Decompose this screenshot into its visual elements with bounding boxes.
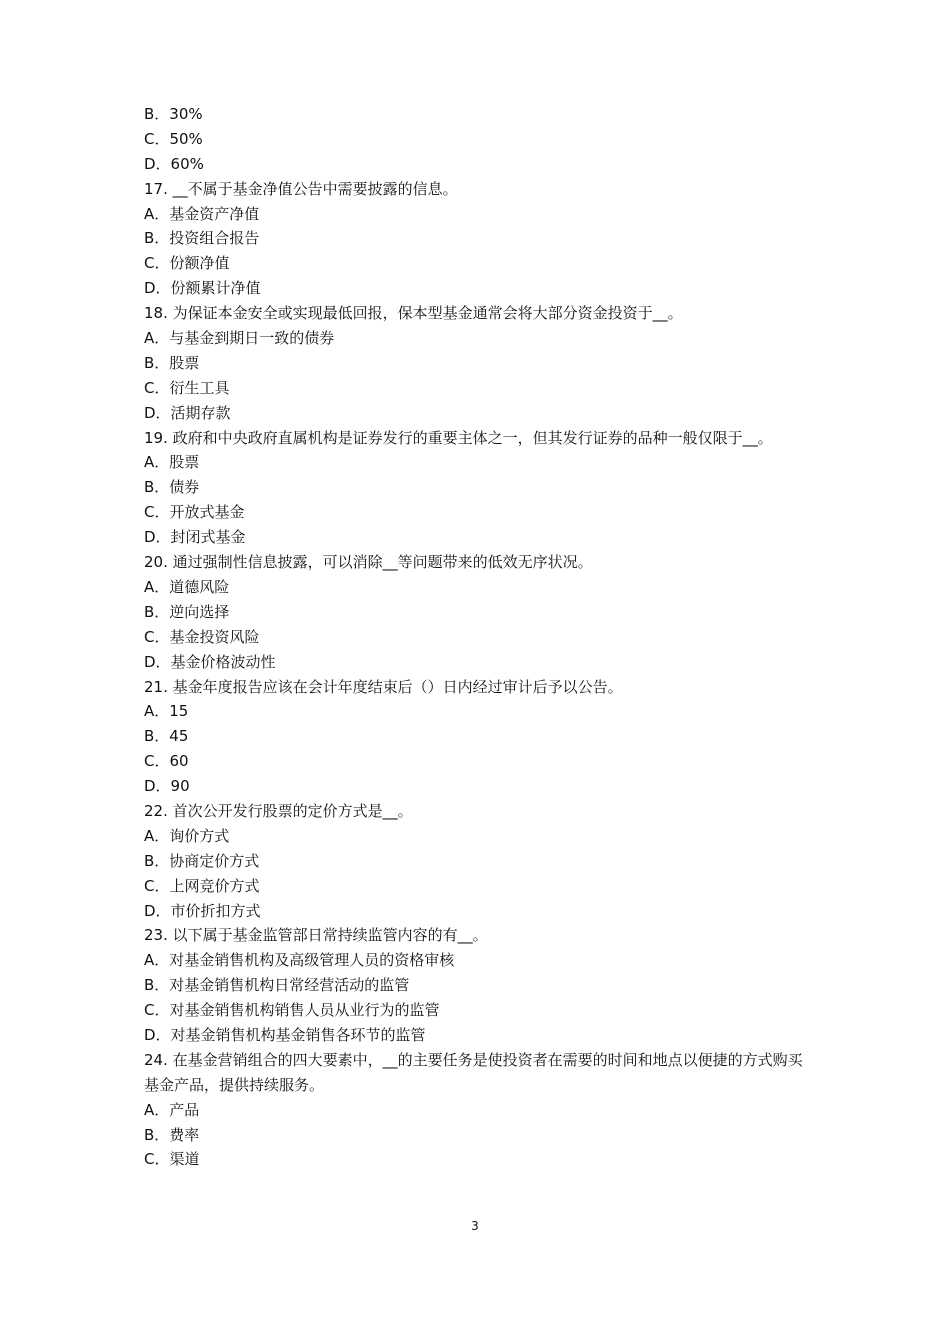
answer-option: D．基金价格波动性 [144,652,276,671]
page-number: 3 [471,1219,479,1233]
answer-option: B．对基金销售机构日常经营活动的监管 [144,976,410,995]
answer-option: B．债券 [144,478,200,497]
answer-option: C．份额净值 [144,254,230,273]
question-text: 21. 基金年度报告应该在会计年度结束后（）日内经过审计后予以公告。 [144,677,623,696]
answer-option: C．60 [144,752,189,771]
answer-option: C．上网竞价方式 [144,876,260,895]
answer-option: A．道德风险 [144,577,230,596]
answer-option: D．对基金销售机构基金销售各环节的监管 [144,1025,426,1044]
answer-option: C．对基金销售机构销售人员从业行为的监管 [144,1001,440,1020]
page-content [144,102,814,1172]
answer-option: D．60% [144,154,204,173]
answer-option: A．询价方式 [144,826,230,845]
question-text: 22. 首次公开发行股票的定价方式是__。 [144,801,413,820]
answer-option: C．衍生工具 [144,378,230,397]
answer-option: A．产品 [144,1100,200,1119]
answer-option: C．50% [144,129,203,148]
question-text: 19. 政府和中央政府直属机构是证券发行的重要主体之一，但其发行证券的品种一般仅限于__。 [144,428,773,447]
answer-option: B．协商定价方式 [144,851,260,870]
answer-option: A．基金资产净值 [144,204,260,223]
answer-option: C．开放式基金 [144,503,245,522]
answer-option: B．费率 [144,1125,200,1144]
answer-option: A．股票 [144,453,200,472]
answer-option: D．90 [144,777,190,796]
answer-option: B．逆向选择 [144,602,230,621]
question-text: 23. 以下属于基金监管部日常持续监管内容的有__。 [144,926,488,945]
question-text: 17. __不属于基金净值公告中需要披露的信息。 [144,179,458,198]
answer-option: D．市价折扣方式 [144,901,261,920]
answer-option: A．对基金销售机构及高级管理人员的资格审核 [144,951,455,970]
question-text: 18. 为保证本金安全或实现最低回报，保本型基金通常会将大部分资金投资于__。 [144,304,683,323]
answer-option: D．活期存款 [144,403,231,422]
answer-option: B．投资组合报告 [144,229,260,248]
answer-option: A．与基金到期日一致的债券 [144,329,335,348]
answer-option: B．30% [144,105,203,123]
answer-option: A．15 [144,702,189,721]
answer-option: C．基金投资风险 [144,627,260,646]
question-text: 24. 在基金营销组合的四大要素中，__的主要任务是使投资者在需要的时间和地点以便捷的方式购买基金产品，提供持续服务。 [144,1050,803,1094]
answer-option: D．封闭式基金 [144,528,246,547]
answer-option: C．渠道 [144,1150,200,1169]
answer-option: D．份额累计净值 [144,279,261,298]
answer-option: B．45 [144,727,189,746]
question-text: 20. 通过强制性信息披露，可以消除__等问题带来的低效无序状况。 [144,553,593,572]
answer-option: B．股票 [144,353,200,372]
